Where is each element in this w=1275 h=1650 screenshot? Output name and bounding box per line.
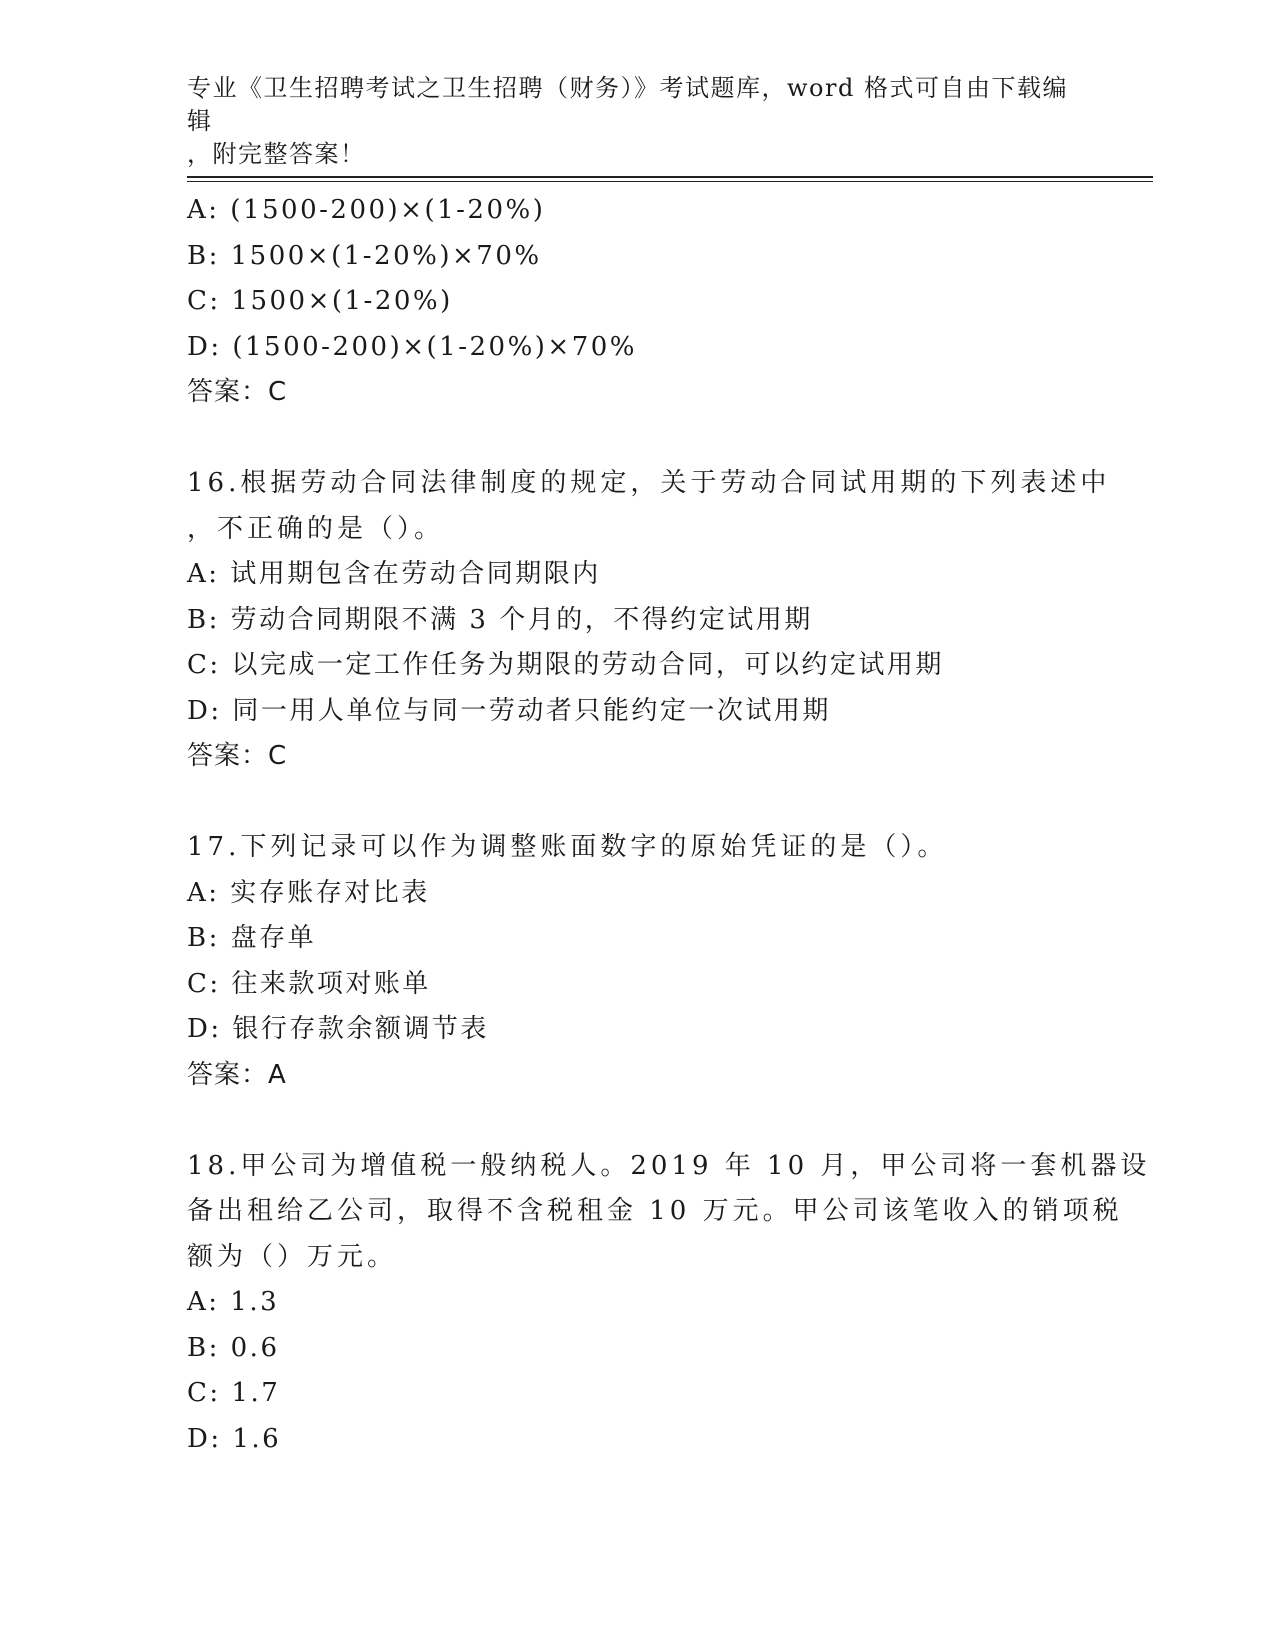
option-d: D: 同一用人单位与同一劳动者只能约定一次试用期 [187, 695, 831, 726]
question-stem-line-1: 17.下列记录可以作为调整账面数字的原始凭证的是（）。 [187, 832, 948, 862]
question-stem-line-1: 16.根据劳动合同法律制度的规定，关于劳动合同试用期的下列表述中 [187, 468, 1111, 498]
option-b: B: 0.6 [187, 1332, 280, 1363]
question-15 [187, 188, 1117, 416]
question-stem-line-3: 额为（）万元。 [187, 1241, 398, 1272]
header-divider-thick [187, 176, 1153, 178]
document-header [187, 72, 1087, 171]
option-b: B: 劳动合同期限不满 3 个月的，不得约定试用期 [187, 604, 813, 635]
option-c: C: 以完成一定工作任务为期限的劳动合同，可以约定试用期 [187, 650, 944, 680]
option-b: B: 1500×(1-20%)×70% [187, 240, 542, 271]
option-c: C: 往来款项对账单 [187, 968, 431, 999]
answer: 答案：C [187, 741, 288, 771]
question-stem-line-2: ，不正确的是（）。 [187, 513, 445, 544]
header-divider-thin [187, 181, 1153, 182]
question-stem-line-2: 备出租给乙公司，取得不含税租金 10 万元。甲公司该笔收入的销项税 [187, 1196, 1123, 1226]
question-18 [187, 1144, 1151, 1463]
option-c: C: 1.7 [187, 1378, 281, 1408]
question-16 [187, 461, 1117, 780]
option-b: B: 盘存单 [187, 923, 317, 953]
spacer [187, 780, 1117, 826]
option-d: D: 1.6 [187, 1423, 282, 1454]
header-line-1: 专业《卫生招聘考试之卫生招聘（财务）》考试题库，word 格式可自由下载编辑 [187, 74, 1068, 135]
question-17 [187, 825, 1117, 1098]
option-d: D: (1500-200)×(1-20%)×70% [187, 331, 637, 362]
answer: 答案：C [187, 377, 288, 407]
question-stem-line-1: 18.甲公司为增值税一般纳税人。2019 年 10 月，甲公司将一套机器设 [187, 1150, 1151, 1181]
question-list [187, 188, 1151, 1462]
spacer [187, 416, 1117, 462]
header-line-2: ，附完整答案！ [187, 140, 366, 168]
option-a: A: (1500-200)×(1-20%) [187, 195, 546, 225]
option-c: C: 1500×(1-20%) [187, 286, 453, 316]
option-d: D: 银行存款余额调节表 [187, 1014, 489, 1044]
option-a: A: 1.3 [187, 1287, 280, 1317]
option-a: A: 试用期包含在劳动合同期限内 [187, 559, 601, 589]
answer: 答案：A [187, 1059, 287, 1090]
option-a: A: 实存账存对比表 [187, 877, 430, 908]
spacer [187, 1098, 1117, 1144]
